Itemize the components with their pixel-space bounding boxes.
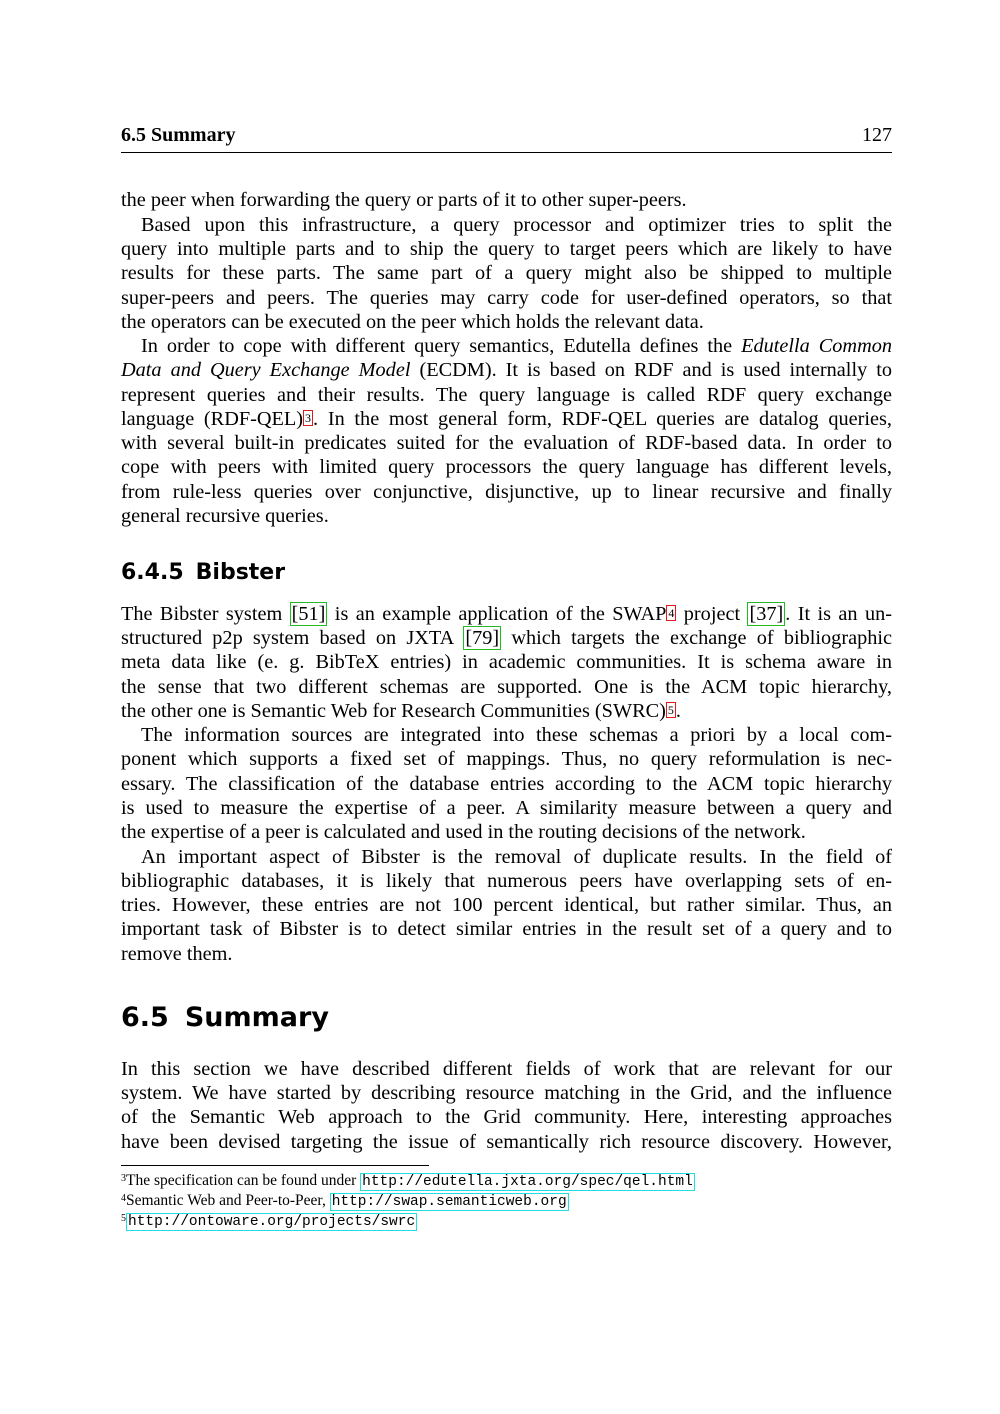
footnote-text: The specification can be found under bbox=[126, 1172, 361, 1189]
citation-link-37[interactable]: [37] bbox=[749, 603, 784, 625]
section-number: 6.5 bbox=[121, 1002, 169, 1033]
text-run: The Bibster system bbox=[121, 603, 290, 625]
paragraph-line: The information sources are integrated into these schemas a priori by a local com- bbox=[141, 724, 892, 746]
section-title: Summary bbox=[184, 1002, 329, 1033]
paragraph-line: ponent which supports a fixed set of mappings. Thus, no query reformulation is nec- bbox=[121, 748, 892, 770]
paragraph-line: the expertise of a peer is calculated and used in the routing decisions of the network. bbox=[121, 821, 806, 843]
paragraph-line: bibliographic databases, it is likely that numerous peers have overlapping sets of en- bbox=[121, 870, 892, 892]
text-run: language (RDF-QEL) bbox=[121, 408, 304, 430]
paragraph-line: super-peers and peers. The queries may carry code for user-defined operators, so that bbox=[121, 287, 892, 309]
paragraph-line: cope with peers with limited query processors the query language has different levels, bbox=[121, 456, 892, 478]
subsection-title: Bibster bbox=[195, 560, 286, 585]
subsection-heading bbox=[121, 560, 285, 585]
paragraph-line: important task of Bibster is to detect similar entries in the result set of a query and to bbox=[121, 918, 892, 940]
footnote-text: Semantic Web and Peer-to-Peer, bbox=[126, 1192, 330, 1209]
footnote-5 bbox=[121, 1211, 417, 1232]
footnote-link-3[interactable]: 3 bbox=[305, 411, 312, 425]
paragraph-line: general recursive queries. bbox=[121, 505, 329, 527]
text-run: project bbox=[676, 603, 748, 625]
paragraph-line: of the Semantic Web approach to the Grid community. Here, interesting approaches bbox=[121, 1106, 892, 1128]
footnote-url-link[interactable]: http://ontoware.org/projects/swrc bbox=[128, 1214, 416, 1230]
text-run: . It is an un- bbox=[785, 603, 892, 625]
paragraph-line: the peer when forwarding the query or parts of it to other super-peers. bbox=[121, 189, 687, 211]
footnote-3 bbox=[121, 1171, 695, 1192]
text-run: which targets the exchange of bibliographic bbox=[501, 627, 892, 649]
paragraph-line: with several built-in predicates suited for the evaluation of RDF-based data. In order to bbox=[121, 432, 892, 454]
footnote-4 bbox=[121, 1191, 569, 1212]
paragraph-line bbox=[121, 699, 892, 723]
paragraph-line: essary. The classification of the database entries according to the ACM topic hierarchy bbox=[121, 773, 892, 795]
footnote-link-4[interactable]: 4 bbox=[668, 606, 675, 620]
paragraph-line: tries. However, these entries are not 100 percent identical, but rather similar. Thus, an bbox=[121, 894, 892, 916]
running-header bbox=[121, 124, 892, 153]
paragraph-line: represent queries and their results. The query language is called RDF query exchange bbox=[121, 384, 892, 406]
paragraph-line: In this section we have described different fields of work that are relevant for our bbox=[121, 1058, 892, 1080]
paragraph-line: is used to measure the expertise of a peer. A similarity measure between a query and bbox=[121, 797, 892, 819]
running-header-section: 6.5 Summary bbox=[121, 124, 236, 146]
page-number: 127 bbox=[862, 124, 892, 146]
paragraph-line bbox=[121, 334, 892, 358]
paragraph-line bbox=[121, 358, 892, 382]
footnote-rule bbox=[121, 1165, 429, 1166]
emphasis-text: Edutella Common bbox=[741, 335, 893, 357]
section-heading bbox=[121, 1002, 329, 1033]
citation-link-79[interactable]: [79] bbox=[465, 627, 500, 649]
paragraph-line: Based upon this infrastructure, a query processor and optimizer tries to split the bbox=[141, 214, 892, 236]
footnote-link-5[interactable]: 5 bbox=[667, 703, 674, 717]
paragraph-line bbox=[121, 626, 892, 650]
text-run: the other one is Semantic Web for Research Communities (SWRC) bbox=[121, 700, 666, 722]
paragraph-line: query into multiple parts and to ship the query to target peers which are likely to have bbox=[121, 238, 892, 260]
paragraph-line: system. We have started by describing resource matching in the Grid, and the influence bbox=[121, 1082, 892, 1104]
paragraph-line: the sense that two different schemas are supported. One is the ACM topic hierarchy, bbox=[121, 676, 892, 698]
paragraph-line: remove them. bbox=[121, 943, 233, 965]
text-run: . bbox=[675, 700, 681, 722]
text-run: . In the most general form, RDF-QEL queries are datalog queries, bbox=[313, 408, 892, 430]
paragraph-line bbox=[121, 602, 892, 626]
footnote-url-link[interactable]: http://swap.semanticweb.org bbox=[331, 1194, 567, 1210]
paragraph-line: the operators can be executed on the peer which holds the relevant data. bbox=[121, 311, 704, 333]
footnote-mark: 3 bbox=[121, 1173, 126, 1184]
footnote-mark: 4 bbox=[121, 1193, 126, 1204]
text-run: In order to cope with different query semantics, Edutella defines the bbox=[141, 335, 742, 357]
footnote-url-link[interactable]: http://edutella.jxta.org/spec/qel.html bbox=[362, 1174, 693, 1190]
citation-link-51[interactable]: [51] bbox=[291, 603, 326, 625]
footnote-mark: 5 bbox=[121, 1213, 126, 1224]
emphasis-text: Data and Query Exchange Model bbox=[121, 359, 411, 381]
paragraph-line: have been devised targeting the issue of semantically rich resource discovery. However, bbox=[121, 1131, 892, 1153]
text-run: is an example application of the SWAP bbox=[327, 603, 667, 625]
paragraph-line: An important aspect of Bibster is the removal of duplicate results. In the field of bbox=[141, 846, 892, 868]
paragraph-line bbox=[121, 407, 892, 431]
paragraph-line: meta data like (e. g. BibTeX entries) in academic communities. It is schema aware in bbox=[121, 651, 892, 673]
paragraph-line: from rule-less queries over conjunctive, disjunctive, up to linear recursive and finally bbox=[121, 481, 892, 503]
text-run: structured p2p system based on JXTA bbox=[121, 627, 464, 649]
subsection-number: 6.4.5 bbox=[121, 560, 184, 585]
text-run: (ECDM). It is based on RDF and is used internally to bbox=[410, 359, 893, 381]
paragraph-line: results for these parts. The same part of a query might also be shipped to multiple bbox=[121, 262, 892, 284]
